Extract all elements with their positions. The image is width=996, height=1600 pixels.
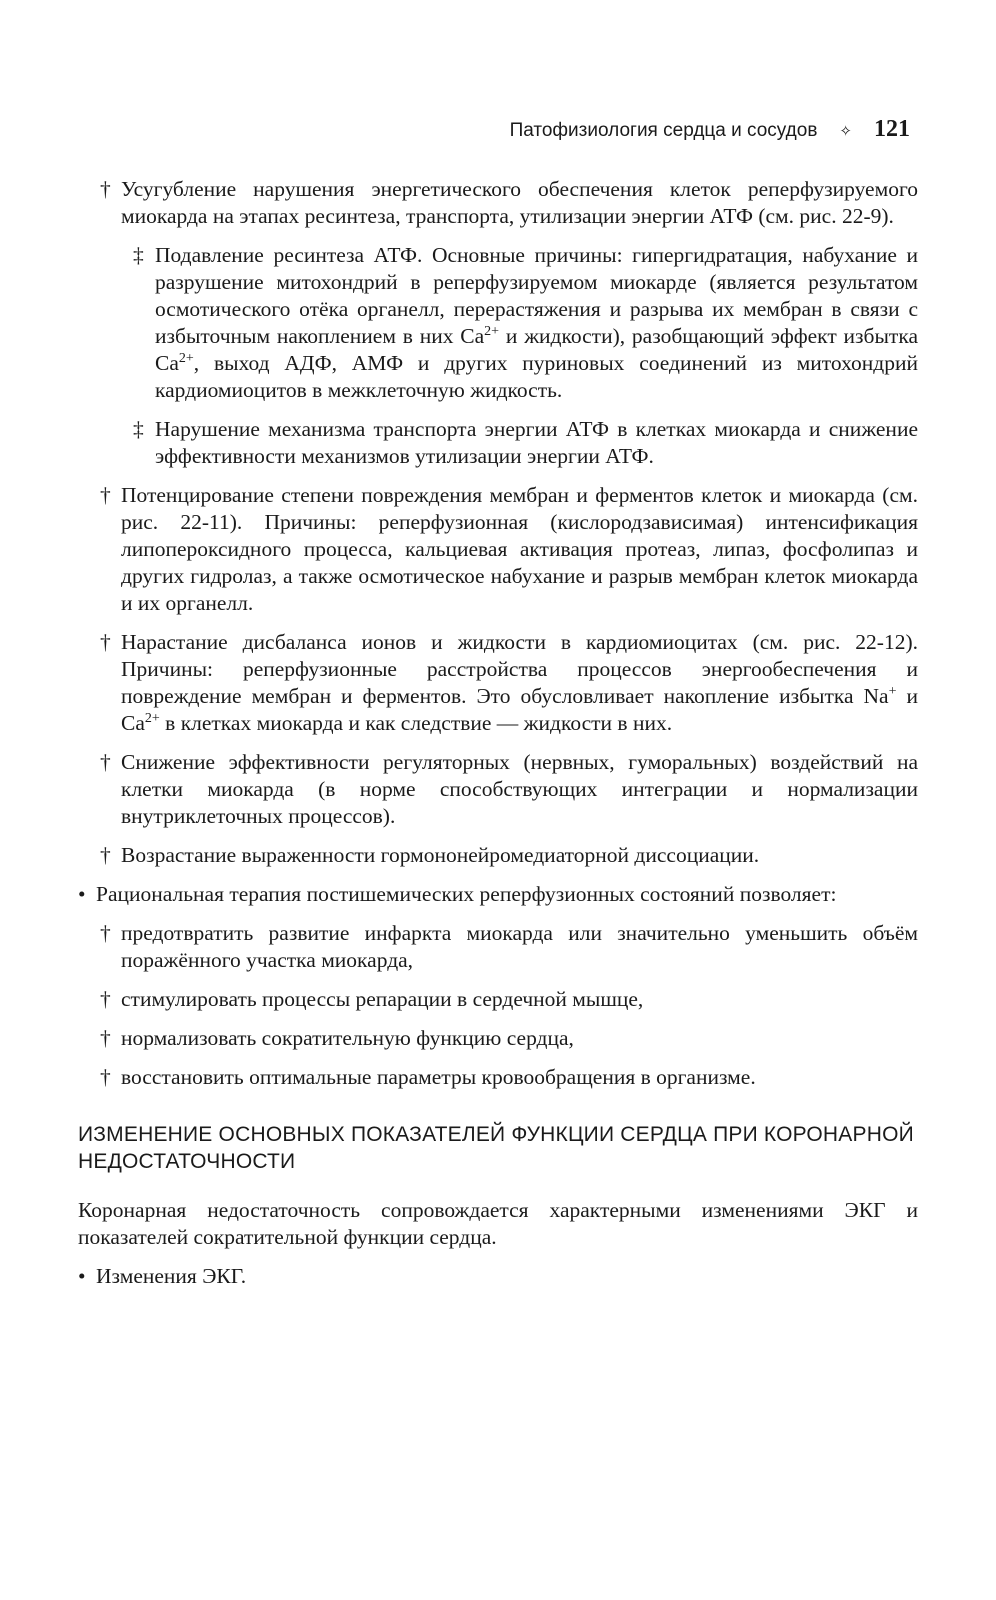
double-dagger-marker: ‡ [133, 417, 144, 441]
text-segment: в клетках миокарда и как следствие — жидкости в них. [159, 711, 673, 735]
dagger-marker: † [100, 177, 111, 201]
page-number: 121 [874, 116, 910, 142]
dagger-marker: † [100, 1026, 111, 1050]
list-item [78, 920, 918, 974]
dagger-marker: † [100, 921, 111, 945]
ion-charge: + [888, 684, 897, 699]
item-text: Усугубление нарушения энергетического обеспечения клеток реперфузируемого миокарда на этапах ресинтеза, транспорта, утилизации энергии АТФ (см. рис. 22-9). [121, 177, 918, 228]
text-segment: и жидкости), разобщающий эффект избытка Ca [155, 324, 918, 375]
list-item [78, 842, 918, 869]
section-paragraph: Коронарная недостаточность сопровождается характерными изменениями ЭКГ и показателей сократительной функции сердца. [78, 1198, 918, 1249]
item-text [155, 242, 918, 404]
list-item [78, 416, 918, 470]
list-item [78, 629, 918, 737]
diamond-icon: ✧ [839, 122, 852, 140]
item-text [121, 629, 918, 737]
text-segment: Подавление ресинтеза АТФ. Основные причины: гипергидратация, набухание и разрушение митохондрий в реперфузируемом миокарде (является результатом осмотического отёка органелл, перерастяжения и разрыва их мембран в связи с избыточным накоплением в них Ca [155, 243, 918, 348]
text-segment: Нарастание дисбаланса ионов и жидкости в кардиомиоцитах (см. рис. 22-12). Причины: реперфузионные расстройства процессов энергообеспечения и повреждение мембран и ферментов. Это обусловливает накопление избытка Na [121, 630, 918, 708]
dagger-marker: † [100, 987, 111, 1011]
text-segment: и Ca [121, 684, 918, 735]
text-segment: , выход АДФ, АМФ и других пуриновых соединений из митохондрий кардиомиоцитов в межклеточную жидкость. [155, 351, 918, 402]
item-text: нормализовать сократительную функцию сердца, [121, 1026, 574, 1050]
dagger-marker: † [100, 630, 111, 654]
page-header [510, 116, 910, 143]
ion-charge: 2+ [484, 324, 500, 339]
list-item [78, 482, 918, 617]
item-text: Рациональная терапия постишемических реперфузионных состояний позволяет: [96, 882, 837, 906]
section-heading: ИЗМЕНЕНИЕ ОСНОВНЫХ ПОКАЗАТЕЛЕЙ ФУНКЦИИ СЕРДЦА ПРИ КОРОНАРНОЙ НЕДОСТАТОЧНОСТИ [78, 1123, 914, 1173]
list-item [78, 881, 918, 908]
dagger-marker: † [100, 843, 111, 867]
item-text: стимулировать процессы репарации в сердечной мышце, [121, 987, 644, 1011]
running-title: Патофизиология сердца и сосудов [509, 120, 818, 141]
list-item [78, 986, 918, 1013]
bullet-marker: • [78, 882, 86, 906]
ion-charge: 2+ [144, 711, 160, 726]
list-item [78, 1263, 918, 1290]
item-text: Нарушение механизма транспорта энергии АТФ в клетках миокарда и снижение эффективности механизмов утилизации энергии АТФ. [155, 417, 918, 468]
item-text: Потенцирование степени повреждения мембран и ферментов клеток и миокарда (см. рис. 22-11). Причины: реперфузионная (кислородзависимая) интенсификация липопероксидного процесса, кальциевая активация протеаз, липаз, фосфолипаз и других гидролаз, а также осмотическое набухание и разрыв мембран клеток миокарда и их органелл. [121, 483, 918, 615]
dagger-marker: † [100, 1065, 111, 1089]
list-item [78, 176, 918, 230]
list-item [78, 1064, 918, 1091]
item-text: Изменения ЭКГ. [96, 1264, 247, 1288]
ion-charge: 2+ [178, 351, 194, 366]
dagger-marker: † [100, 483, 111, 507]
bullet-marker: • [78, 1264, 86, 1288]
list-item [78, 749, 918, 830]
item-text: восстановить оптимальные параметры кровообращения в организме. [121, 1065, 756, 1089]
dagger-marker: † [100, 750, 111, 774]
list-item [78, 1025, 918, 1052]
item-text: Снижение эффективности регуляторных (нервных, гуморальных) воздействий на клетки миокарда (в норме способствующих интеграции и нормализации внутриклеточных процессов). [121, 750, 918, 828]
item-text: Возрастание выраженности гормононейромедиаторной диссоциации. [121, 843, 760, 867]
list-item [78, 242, 918, 404]
double-dagger-marker: ‡ [133, 243, 144, 267]
page-body [78, 176, 918, 1302]
item-text: предотвратить развитие инфаркта миокарда или значительно уменьшить объём поражённого участка миокарда, [121, 921, 918, 972]
